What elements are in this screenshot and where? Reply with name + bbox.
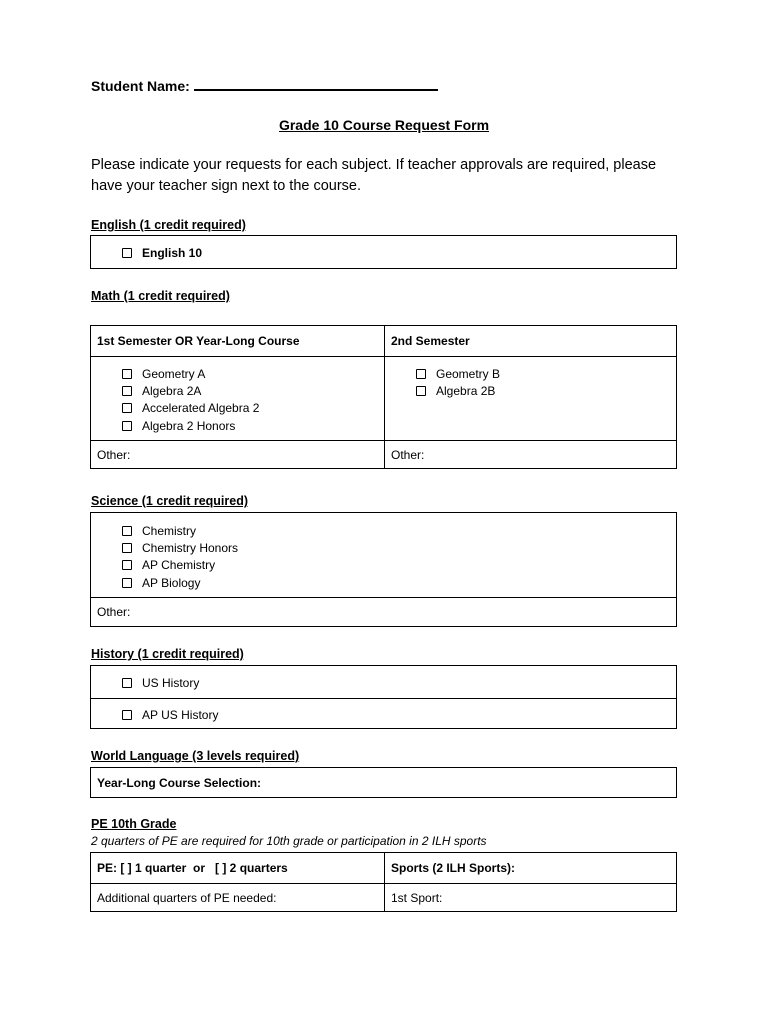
course-label: US History [142, 675, 200, 690]
first-sport-label: 1st Sport: [391, 891, 443, 905]
first-sport-field[interactable] [385, 884, 676, 911]
course-us-history[interactable] [122, 674, 199, 691]
pe-note: 2 quarters of PE are required for 10th grade or participation in 2 ILH sports [91, 834, 487, 848]
math-header-row [91, 326, 676, 356]
history-box [90, 665, 677, 729]
course-label: Algebra 2A [142, 383, 202, 398]
science-courses-row [91, 513, 676, 597]
student-name-label: Student Name: [91, 78, 190, 94]
course-label: AP Biology [142, 575, 201, 590]
math-col1-header: 1st Semester OR Year-Long Course [97, 334, 300, 348]
pe-heading: PE 10th Grade [91, 817, 177, 831]
checkbox-english-10[interactable] [122, 248, 132, 258]
world-language-field[interactable] [90, 767, 677, 798]
checkbox[interactable] [122, 526, 132, 536]
intro-text: Please indicate your requests for each subject. If teacher approvals are required, please have your teacher sign next to the course. [91, 157, 657, 194]
course-label: English 10 [142, 245, 203, 260]
english-heading: English (1 credit required) [91, 218, 246, 232]
course-algebra-2a[interactable] [122, 382, 259, 399]
course-label: Geometry A [142, 366, 206, 381]
course-label: Algebra 2B [436, 383, 496, 398]
course-label: Geometry B [436, 366, 501, 381]
checkbox[interactable] [122, 403, 132, 413]
math-heading: Math (1 credit required) [91, 289, 230, 303]
checkbox[interactable] [122, 369, 132, 379]
course-chemistry-honors[interactable] [122, 539, 238, 556]
math-courses-row [91, 356, 676, 440]
additional-quarters-field[interactable] [91, 884, 385, 911]
course-label: AP Chemistry [142, 558, 216, 573]
course-algebra-2b[interactable] [416, 382, 500, 399]
checkbox[interactable] [122, 386, 132, 396]
checkbox[interactable] [122, 560, 132, 570]
other-label: Other: [97, 448, 131, 462]
form-title: Grade 10 Course Request Form [278, 117, 490, 133]
sports-label: Sports (2 ILH Sports): [391, 861, 516, 875]
math-other-field-1[interactable] [91, 441, 385, 468]
english-box [90, 235, 677, 269]
math-table [90, 325, 677, 469]
course-ap-chemistry[interactable] [122, 557, 238, 574]
world-language-heading: World Language (3 levels required) [91, 749, 300, 763]
course-label: Chemistry Honors [142, 540, 239, 555]
checkbox[interactable] [122, 543, 132, 553]
course-geometry-b[interactable] [416, 365, 500, 382]
student-name-field[interactable] [194, 75, 438, 91]
science-other-field[interactable] [91, 597, 676, 626]
other-label: Other: [391, 448, 425, 462]
course-ap-biology[interactable] [122, 574, 238, 591]
science-heading: Science (1 credit required) [91, 494, 249, 508]
pe-quarters-label: PE: [ ] 1 quarter or [ ] 2 quarters [97, 861, 288, 875]
course-english-10[interactable] [122, 244, 202, 261]
course-label: Algebra 2 Honors [142, 418, 236, 433]
math-other-row [91, 440, 676, 468]
course-geometry-a[interactable] [122, 365, 259, 382]
checkbox[interactable] [122, 710, 132, 720]
checkbox[interactable] [416, 369, 426, 379]
course-algebra-2-honors[interactable] [122, 417, 259, 434]
course-label: AP US History [142, 707, 219, 722]
pe-quarters-field[interactable] [91, 853, 385, 883]
checkbox[interactable] [122, 578, 132, 588]
math-col2-header: 2nd Semester [391, 334, 470, 348]
math-other-field-2[interactable] [385, 441, 676, 468]
world-language-selection-label: Year-Long Course Selection: [97, 776, 262, 790]
course-accelerated-algebra-2[interactable] [122, 400, 259, 417]
checkbox[interactable] [122, 678, 132, 688]
course-label: Accelerated Algebra 2 [142, 401, 260, 416]
checkbox[interactable] [122, 421, 132, 431]
student-name-row [91, 75, 438, 94]
history-heading: History (1 credit required) [91, 647, 244, 661]
additional-quarters-label: Additional quarters of PE needed: [97, 891, 277, 905]
science-box [90, 512, 677, 627]
pe-table [90, 852, 677, 912]
other-label: Other: [97, 605, 131, 619]
course-chemistry[interactable] [122, 522, 238, 539]
checkbox[interactable] [416, 386, 426, 396]
course-label: Chemistry [142, 523, 197, 538]
course-ap-us-history[interactable] [122, 706, 218, 723]
